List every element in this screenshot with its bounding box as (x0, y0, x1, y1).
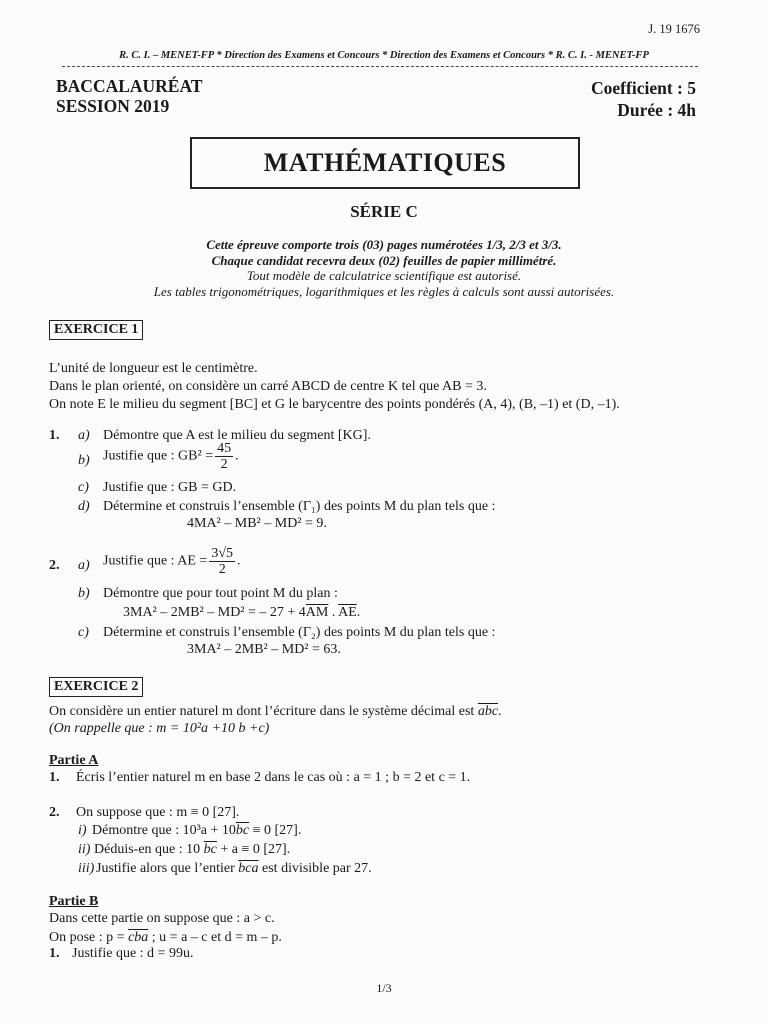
number-abc: $\overline{abc}$ (477, 704, 499, 719)
item-label: b) (78, 453, 90, 468)
number-bca: $\overline{bca}$ (238, 861, 259, 876)
document-code: J. 19 1676 (648, 22, 700, 36)
ministry-banner: R. C. I. – MENET-FP * Direction des Examens et Concours * Direction des Examens et Concours * R. C. I. - MENET-FP (119, 50, 649, 61)
banner-divider (62, 66, 698, 67)
denominator: 2 (218, 562, 226, 577)
ex1-line: On note E le milieu du segment [BC] et G le barycentre des points pondérés (A, 4), (B, –1) et (D, –1). (49, 397, 620, 412)
serie-label: SÉRIE C (350, 202, 418, 221)
question-text (94, 841, 290, 858)
exercise-1-heading: EXERCICE 1 (49, 320, 143, 340)
exercise-2-heading: EXERCICE 2 (49, 677, 143, 697)
instruction-line: Cette épreuve comporte trois (03) pages numérotées 1/3, 2/3 et 3/3. (206, 237, 562, 252)
question-part: est divisible par 27. (258, 861, 372, 876)
item-label: a) (78, 428, 90, 443)
item-label: i) (78, 823, 87, 838)
equation: 4MA² – MB² – MD² = 9. (187, 516, 327, 531)
question-part: ≡ 0 [27]. (249, 823, 302, 838)
ex2-line (49, 929, 282, 946)
number-bc: $\overline{bc}$ (203, 842, 217, 857)
question-part: + a ≡ 0 [27]. (216, 842, 291, 857)
item-label: d) (78, 499, 90, 514)
item-label: a) (78, 558, 90, 573)
question-number: 2. (49, 805, 60, 820)
question-text: Démontre que A est le milieu du segment [KG]. (103, 428, 371, 443)
fraction (209, 546, 235, 577)
question-part: Justifie alors que l’entier (96, 861, 239, 876)
question-text: Écris l’entier naturel m en base 2 dans le cas où : a = 1 ; b = 2 et c = 1. (76, 770, 471, 785)
question-text: Démontre que pour tout point M du plan : (103, 586, 338, 601)
ex1-line: L’unité de longueur est le centimètre. (49, 361, 258, 376)
question-number: 1. (49, 428, 60, 443)
coefficient: Coefficient : 5 (591, 78, 696, 98)
question-text: Justifie que : d = 99u. (72, 946, 194, 961)
instruction-line: Les tables trigonométriques, logarithmiques et les règles à calculs sont aussi autorisées. (153, 283, 615, 299)
instruction-line: Chaque candidat recevra deux (02) feuilles de papier millimétré. (211, 252, 557, 268)
dot-operator: . (328, 605, 339, 620)
vector: $\overline{AE}$ (338, 605, 357, 620)
question-text: Détermine et construis l’ensemble (Γ₁) des points M du plan tels que : (103, 499, 496, 514)
text-part: ; u = a – c et d = m – p. (148, 930, 282, 945)
instruction-line: Tout modèle de calculatrice scientifique est autorisé. (246, 268, 522, 283)
fraction (215, 441, 233, 472)
page-number: 1/3 (376, 981, 392, 995)
item-label: ii) (78, 842, 91, 857)
question-text: Justifie que : AE = $\frac{3√5}{2}$ . (103, 546, 241, 577)
exam-info (56, 76, 203, 116)
exam-meta (591, 77, 696, 121)
ex2-line: Dans cette partie on suppose que : a > c. (49, 911, 275, 926)
question-text: On suppose que : m ≡ 0 [27]. (76, 805, 240, 820)
question-prefix: Justifie que : GB² = (103, 448, 214, 464)
subject-title: MATHÉMATIQUES (190, 137, 580, 189)
item-label: c) (78, 480, 89, 495)
text-part: On pose : p = (49, 930, 129, 945)
question-part: Déduis-en que : 10 (94, 842, 204, 857)
ex2-line: On considère un entier naturel m dont l’écriture dans le système décimal est $\overline{abc}$. (49, 704, 502, 719)
instructions (0, 237, 768, 299)
ex2-line: (On rappelle que : m = 10²a +10 b +c) (49, 721, 270, 736)
question-number: 2. (49, 558, 60, 573)
item-label: iii) (78, 861, 95, 876)
part-a-heading: Partie A (49, 753, 99, 768)
ex2-text: On considère un entier naturel m dont l’écriture dans le système décimal est (49, 704, 475, 719)
question-text: Justifie que : GB² = $\frac{45}{2}$ . (103, 441, 239, 472)
question-number: 1. (49, 770, 60, 785)
duration: Durée : 4h (617, 100, 696, 120)
question-part: Démontre que : 10³a + 10 (92, 823, 236, 838)
question-prefix: Justifie que : AE = (103, 553, 208, 569)
numerator: 45 (217, 441, 232, 456)
number-bc: $\overline{bc}$ (235, 823, 250, 838)
item-label: b) (78, 586, 90, 601)
numerator: 3√5 (211, 546, 234, 561)
number-cba: $\overline{cba}$ (128, 930, 149, 945)
question-text: Justifie que : GB = GD. (103, 480, 237, 495)
ex1-line: Dans le plan orienté, on considère un carré ABCD de centre K tel que AB = 3. (49, 379, 487, 394)
exam-name: BACCALAURÉAT (56, 76, 203, 96)
item-label: c) (78, 625, 89, 640)
equation: 3MA² – 2MB² – MD² = – $27 + 4\overline{AM}$ . $\overline{AE}$. (123, 605, 361, 620)
question-text (92, 822, 301, 839)
question-number: 1. (49, 946, 60, 961)
part-b-heading: Partie B (49, 894, 99, 909)
exam-session: SESSION 2019 (56, 96, 170, 116)
question-text (96, 860, 372, 877)
vector: $\overline{AM}$ (305, 605, 329, 620)
denominator: 2 (220, 457, 228, 472)
equation-part: 3MA² – 2MB² – MD² = – 27 + 4 (123, 605, 306, 620)
question-text: Détermine et construis l’ensemble (Γ₂) des points M du plan tels que : (103, 625, 496, 640)
equation: 3MA² – 2MB² – MD² = 63. (187, 642, 341, 657)
